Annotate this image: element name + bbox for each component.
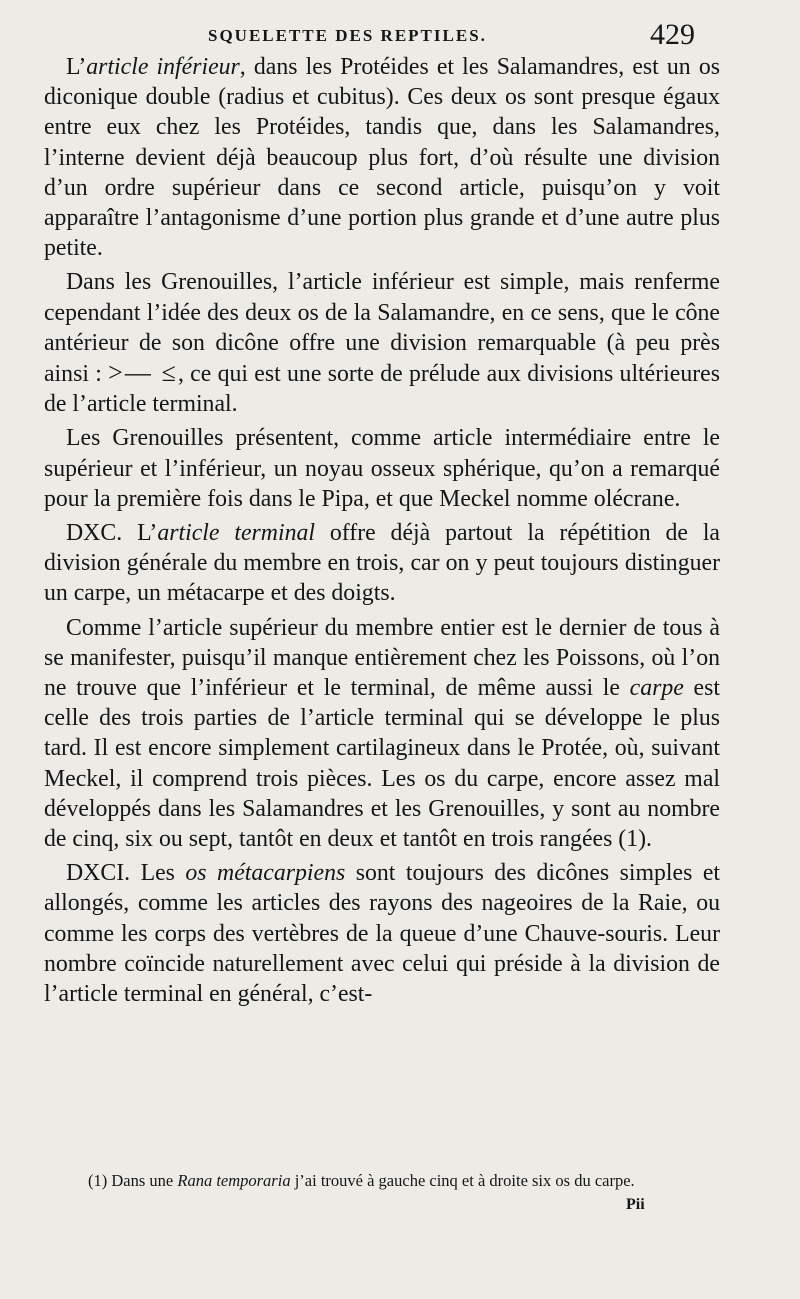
signature-mark: Pii: [626, 1196, 645, 1213]
page-number: 429: [650, 18, 695, 51]
division-symbol: >— ≤: [108, 358, 178, 388]
italic-term: os métacarpiens: [185, 860, 346, 887]
italic-term: carpe: [629, 675, 684, 702]
paragraph: L’article inférieur, dans les Protéides et les Salamandres, est un os diconique double (radius et cubitus). Ces deux os sont presque égaux entre eux chez les Protéides, tandis que, dans les Salamandres, l’interne devient déjà beaucoup plus fort, d’où résulte une division d’un ordre supérieur dans ce second article, puisqu’on y voit apparaître l’antagonisme d’une portion plus grande et d’une autre plus petite.: [44, 54, 720, 262]
footnotes: [66, 1168, 730, 1194]
paragraph: DXC. L’article terminal offre déjà partout la répétition de la division générale du membre en trois, car on y peut toujours distinguer un carpe, un métacarpe et des doigts.: [44, 520, 720, 607]
paragraph: DXCI. Les os métacarpiens sont toujours des dicônes simples et allongés, comme les articles des rayons des nageoires de la Raie, ou comme les corps des vertèbres de la queue d’une Chauve-souris. Leur nombre coïncide naturellement avec celui qui préside à la division de l’article terminal en général, c’est-: [44, 860, 721, 1008]
italic-term: Rana temporaria: [177, 1171, 291, 1190]
paragraph: Comme l’article supérieur du membre entier est le dernier de tous à se manifester, puisqu’il manque entièrement chez les Poissons, où l’on ne trouve que l’inférieur et le terminal, de même aussi le carpe est celle des trois parties de l’article terminal qui se développe le plus tard. Il est encore simplement cartilagineux dans le Protée, où, suivant Meckel, il comprend trois pièces. Les os du carpe, encore assez mal développés dans les Salamandres et les Grenouilles, y sont au nombre de cinq, six ou sept, tantôt en deux et tantôt en trois rangées (1).: [44, 614, 720, 853]
paragraph: Les Grenouilles présentent, comme article intermédiaire entre le supérieur et l’inférieur, un noyau osseux sphérique, qu’on a remarqué pour la première fois dans le Pipa, et que Meckel nomme olécrane.: [44, 425, 720, 512]
running-title: SQUELETTE DES REPTILES.: [208, 26, 487, 45]
footnote: (1) Dans une Rana temporaria j’ai trouvé à gauche cinq et à droite six os du carpe.: [88, 1171, 635, 1190]
body-text: [44, 52, 720, 1013]
paragraph: Dans les Grenouilles, l’article inférieur est simple, mais renferme cependant l’idée des deux os de la Salamandre, en ce sens, que le cône antérieur de son dicône offre une division remarquable (à peu près ainsi : >— ≤, ce qui est une sorte de prélude aux divisions ultérieures de l’article terminal.: [44, 269, 720, 418]
running-head: [0, 18, 800, 52]
italic-term: article terminal: [157, 520, 315, 547]
italic-term: article inférieur: [86, 54, 240, 80]
